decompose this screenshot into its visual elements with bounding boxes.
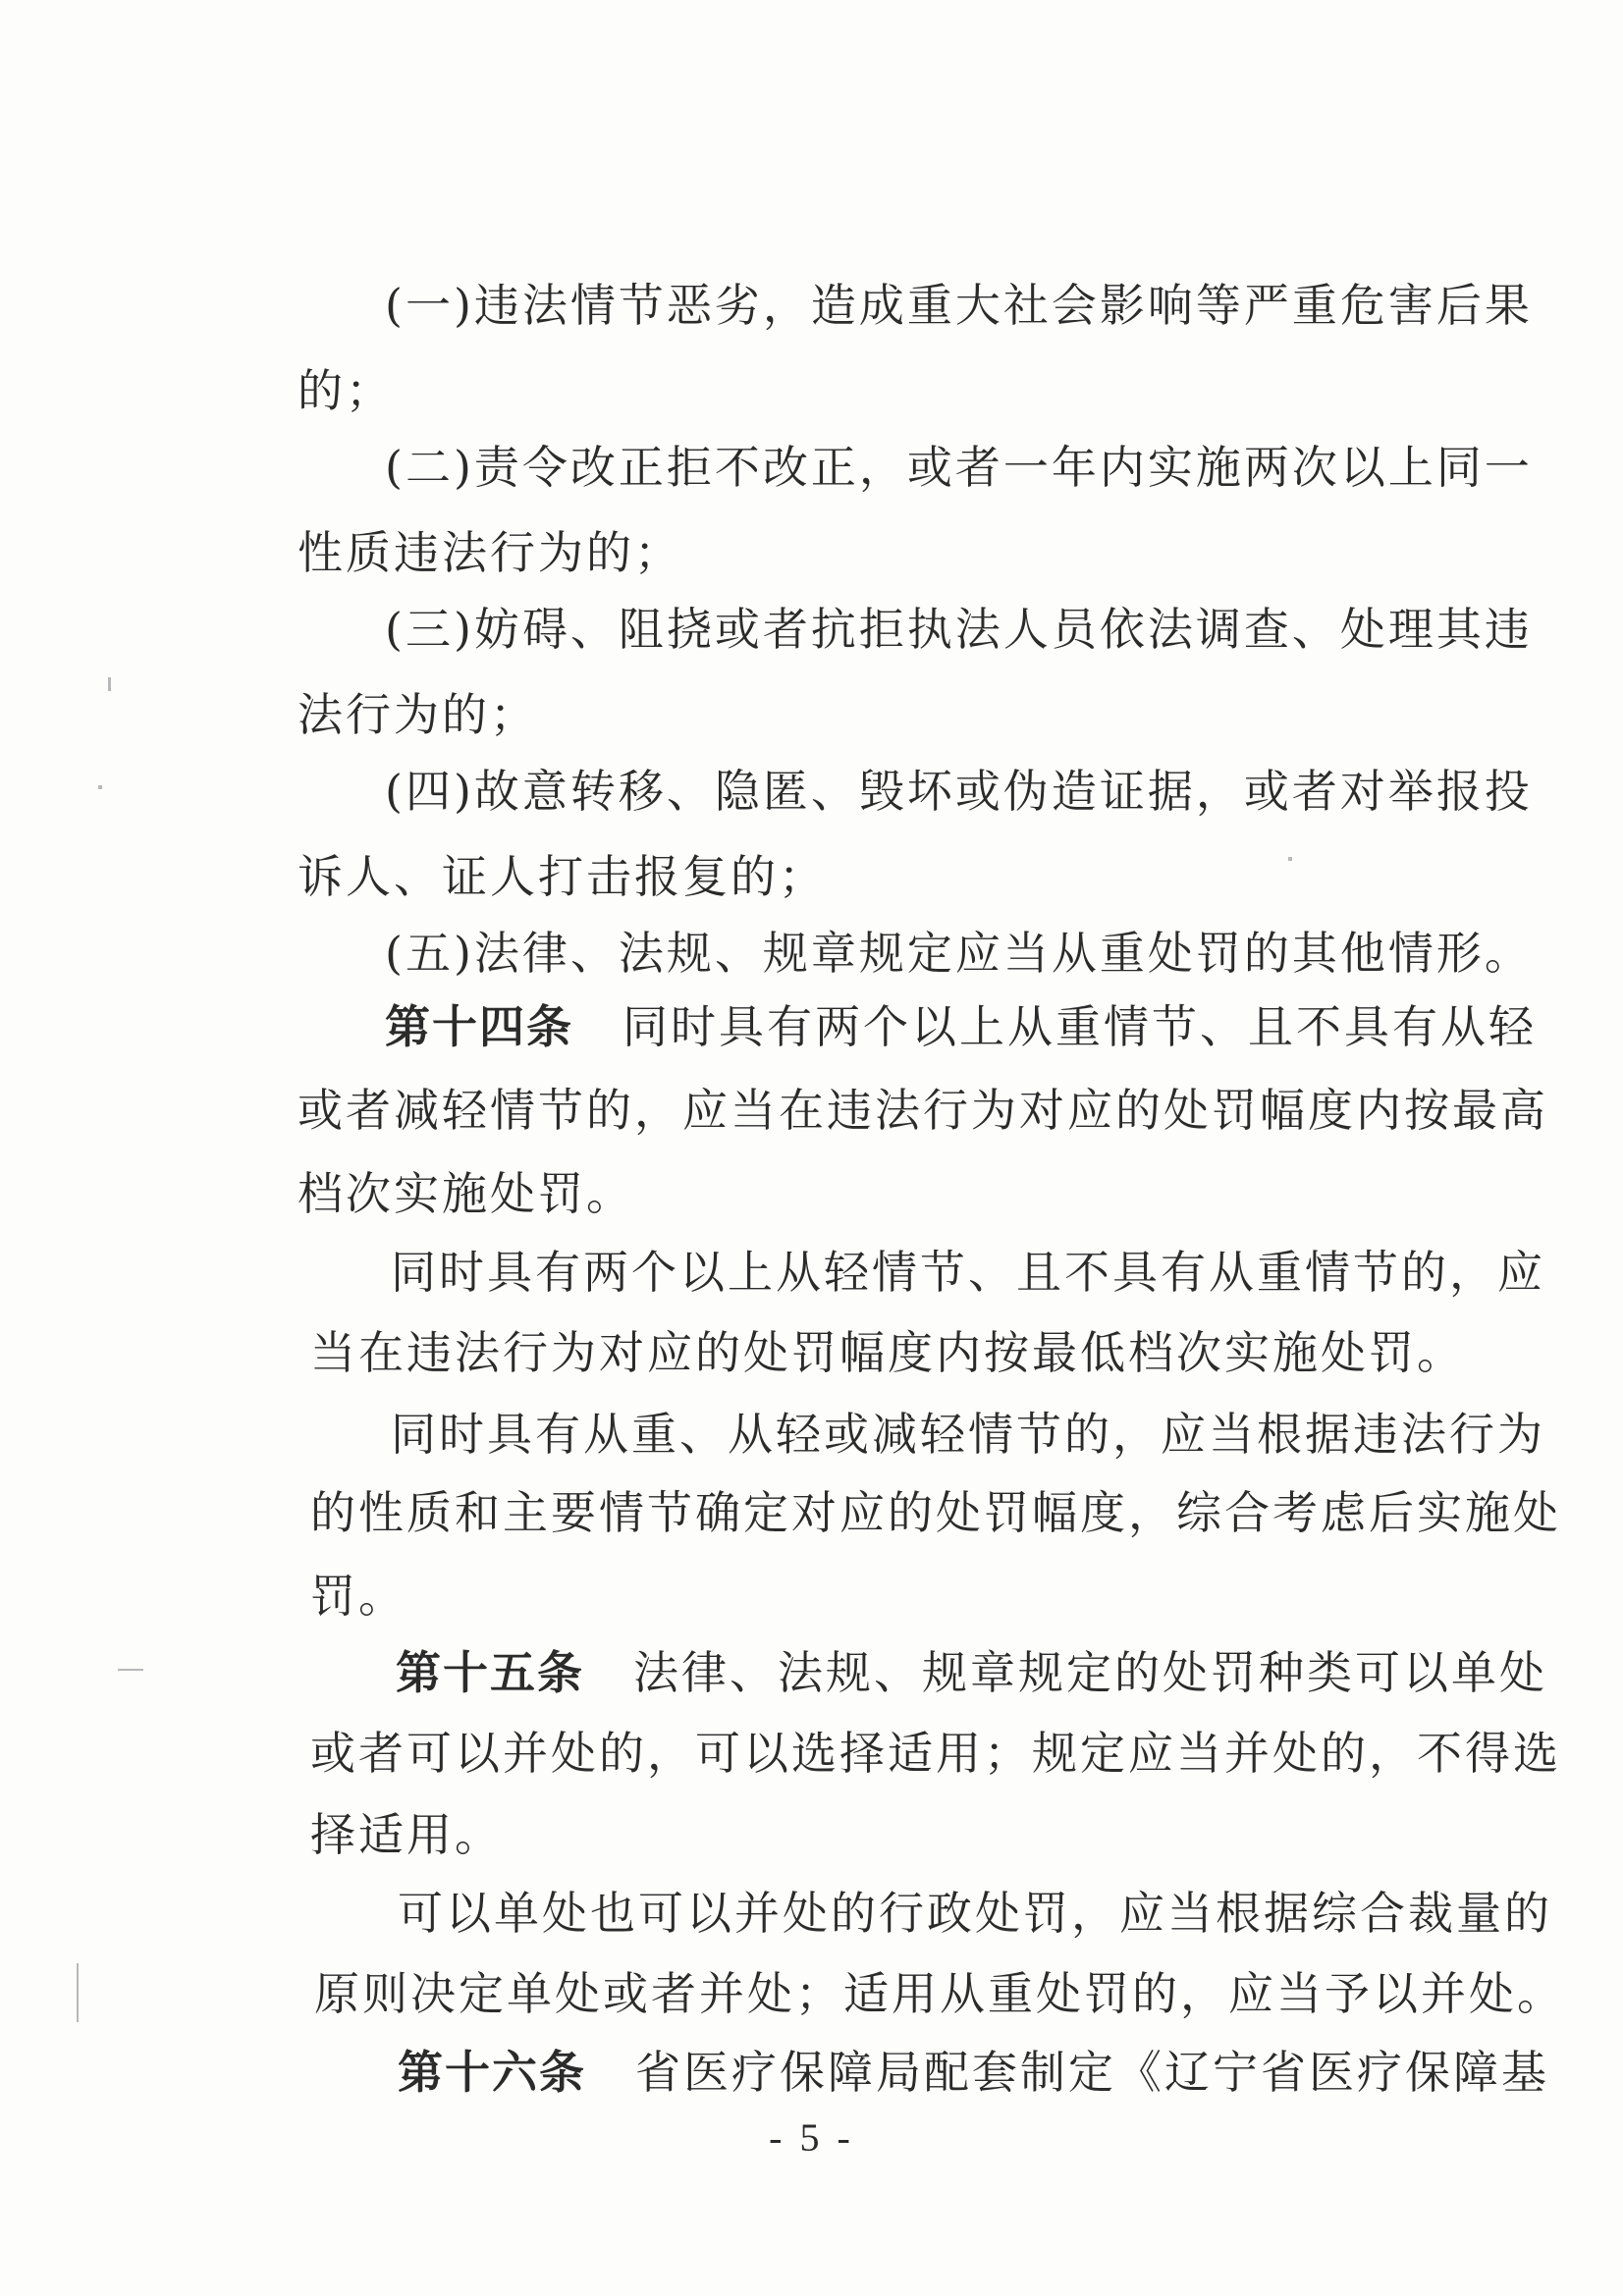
text-line: 同时具有两个以上从轻情节、且不具有从重情节的，应 [391, 1246, 1545, 1299]
text-line: (一)违法情节恶劣，造成重大社会影响等严重危害后果 [385, 279, 1533, 332]
text-line: 同时具有从重、从轻或减轻情节的，应当根据违法行为 [391, 1408, 1545, 1461]
text-line: 诉人、证人打击报复的； [298, 850, 827, 903]
text-line: 法行为的； [298, 688, 538, 741]
text-line: 或者减轻情节的，应当在违法行为对应的处罚幅度内按最高 [298, 1084, 1548, 1137]
text-line: 可以单处也可以并处的行政处罚，应当根据综合裁量的 [398, 1887, 1552, 1940]
article-15-line [396, 1645, 1547, 1700]
article-15-heading: 第十五条 [396, 1646, 584, 1699]
scan-speck [1288, 857, 1292, 861]
text-line: (五)法律、法规、规章规定应当从重处罚的其他情形。 [385, 927, 1533, 980]
page-number: - 5 - [769, 2115, 854, 2160]
text-line: 原则决定单处或者并处；适用从重处罚的，应当予以并处。 [314, 1967, 1565, 2020]
article-14-heading: 第十四条 [385, 1000, 573, 1053]
article-16-line [398, 2045, 1549, 2100]
text-line: (二)责令改正拒不改正，或者一年内实施两次以上同一 [385, 441, 1533, 494]
article-14-text: 同时具有两个以上从重情节、且不具有从轻 [622, 1000, 1537, 1053]
article-16-heading: 第十六条 [398, 2046, 586, 2099]
article-14-line [385, 999, 1537, 1054]
text-line: 择适用。 [310, 1808, 503, 1861]
scan-speck [77, 1963, 79, 2022]
text-line: 的性质和主要情节确定对应的处罚幅度，综合考虑后实施处 [310, 1486, 1561, 1539]
article-16-text: 省医疗保障局配套制定《辽宁省医疗保障基 [635, 2046, 1549, 2099]
text-line: 档次实施处罚。 [298, 1167, 634, 1220]
scan-speck [98, 785, 102, 789]
text-line: 或者可以并处的，可以选择适用；规定应当并处的，不得选 [310, 1727, 1561, 1780]
text-line: (三)妨碍、阻挠或者抗拒执法人员依法调查、处理其违 [385, 603, 1533, 656]
text-line: (四)故意转移、隐匿、毁坏或伪造证据，或者对举报投 [385, 765, 1533, 818]
scan-speck [108, 677, 111, 691]
text-line: 的； [298, 364, 394, 417]
scan-speck [118, 1669, 143, 1671]
text-line: 罚。 [310, 1570, 406, 1623]
text-line: 性质违法行为的； [298, 526, 682, 579]
article-15-text: 法律、法规、规章规定的处罚种类可以单处 [633, 1646, 1547, 1699]
text-line: 当在违法行为对应的处罚幅度内按最低档次实施处罚。 [310, 1326, 1465, 1379]
